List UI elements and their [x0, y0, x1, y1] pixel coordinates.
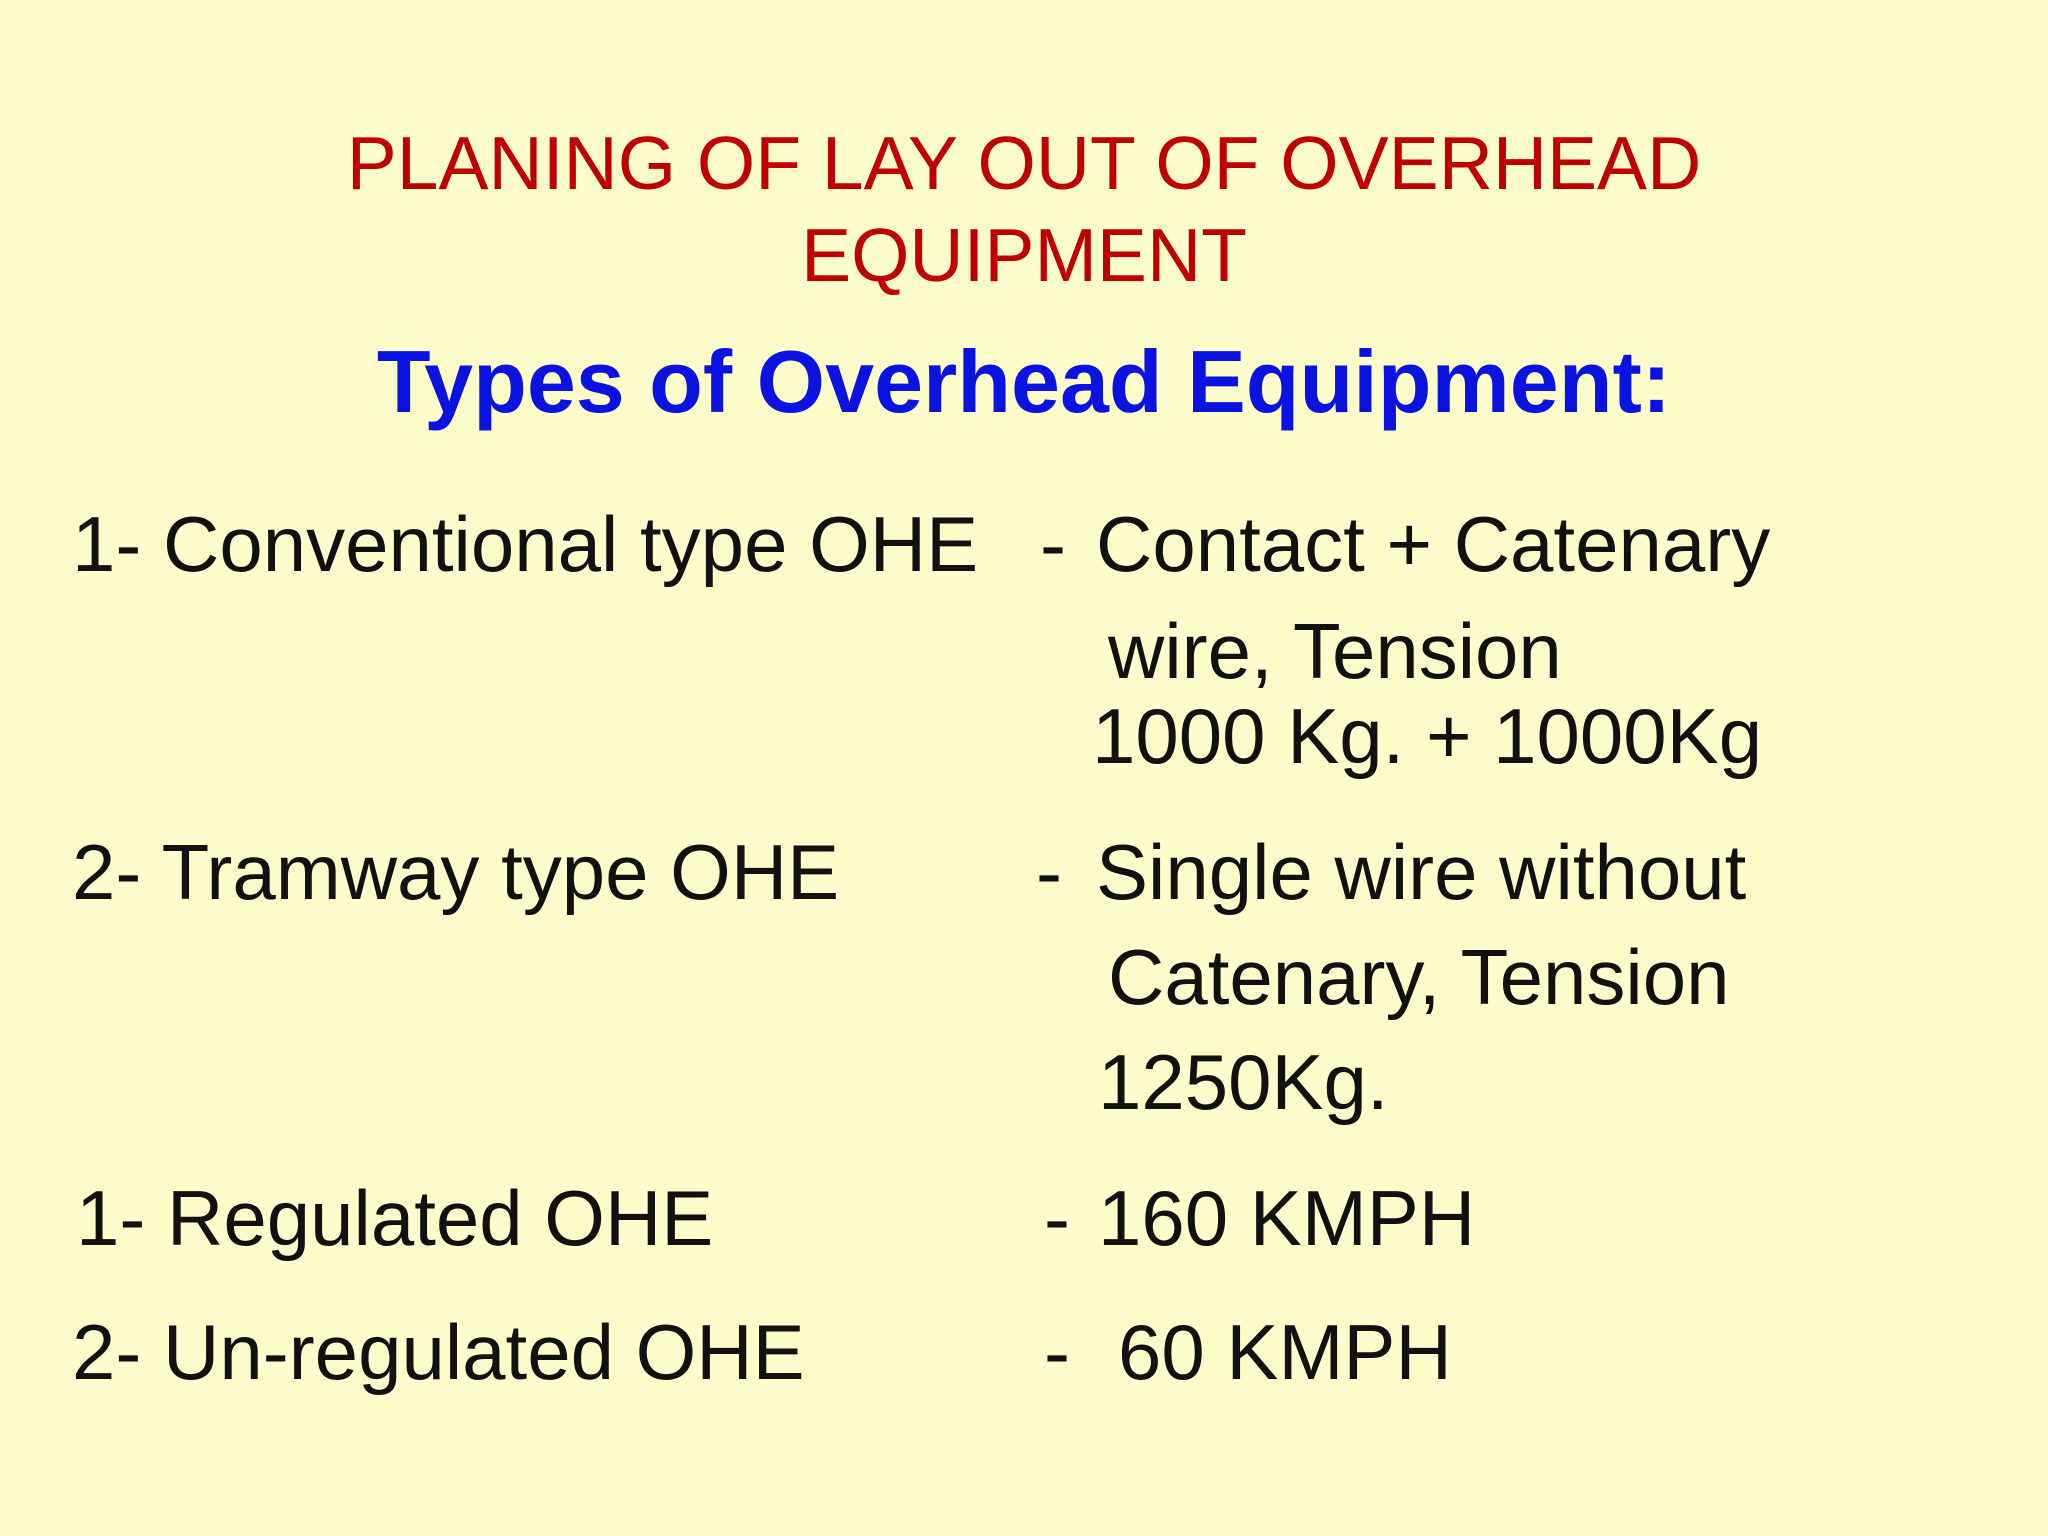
- item-3-dash: -: [1044, 1174, 1070, 1262]
- item-2-desc-line-3: 1250Kg.: [1098, 1038, 1389, 1126]
- item-2-label: 2- Tramway type OHE: [72, 828, 840, 916]
- slide-title-line-1: PLANING OF LAY OUT OF OVERHEAD: [346, 121, 1702, 205]
- item-1-dash: -: [1040, 500, 1066, 588]
- item-4-desc-line-1: 60 KMPH: [1118, 1308, 1452, 1396]
- slide-title-line-2: EQUIPMENT: [801, 213, 1247, 297]
- item-4-label: 2- Un-regulated OHE: [72, 1308, 805, 1396]
- item-3-label: 1- Regulated OHE: [76, 1174, 714, 1262]
- item-2-desc-line-1: Single wire without: [1096, 828, 1747, 916]
- item-3-desc-line-1: 160 KMPH: [1098, 1174, 1476, 1262]
- item-1-desc-line-3: 1000 Kg. + 1000Kg: [1092, 692, 1763, 780]
- item-4-dash: -: [1044, 1308, 1070, 1396]
- item-1-desc-line-1: Contact + Catenary: [1096, 500, 1771, 588]
- item-2-dash: -: [1036, 828, 1062, 916]
- item-1-label: 1- Conventional type OHE: [72, 500, 979, 588]
- slide-subtitle: Types of Overhead Equipment:: [376, 332, 1672, 431]
- item-2-desc-line-2: Catenary, Tension: [1108, 933, 1730, 1021]
- item-1-desc-line-2: wire, Tension: [1108, 607, 1562, 695]
